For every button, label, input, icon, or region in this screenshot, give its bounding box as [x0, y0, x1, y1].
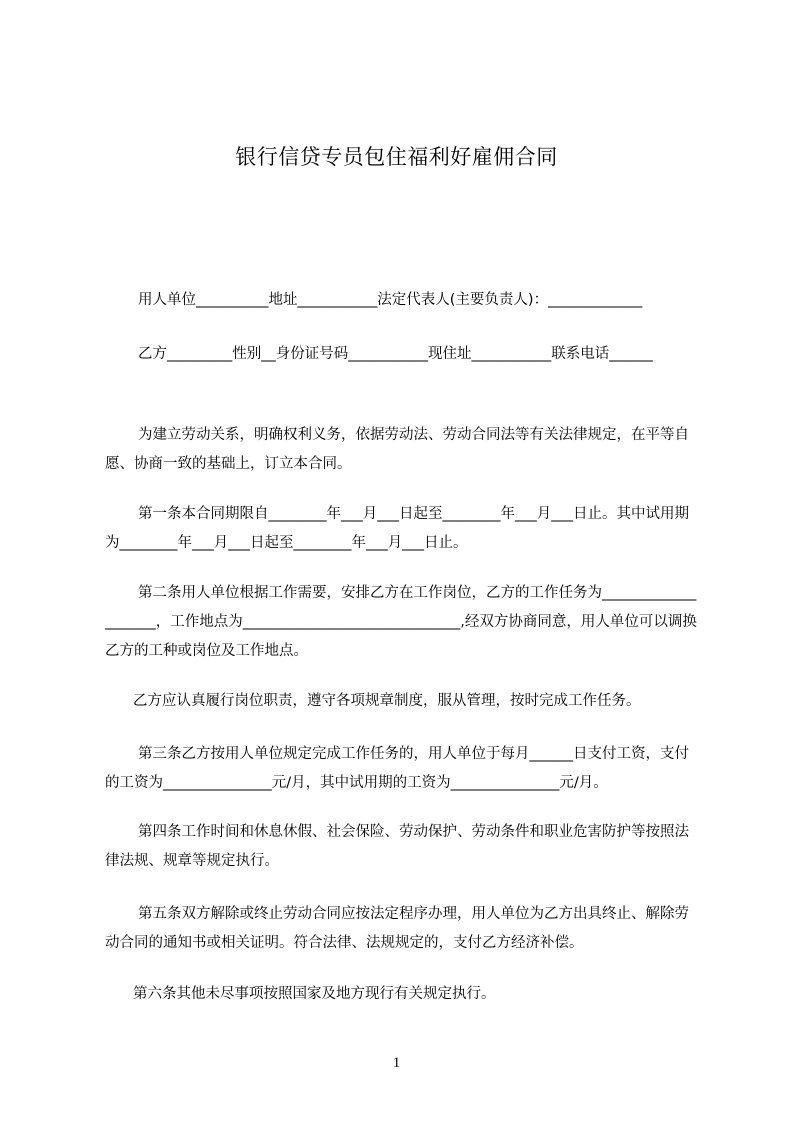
preamble-paragraph: 为建立劳动关系，明确权利义务，依据劳动法、劳动合同法等有关法律规定，在平等自愿、协商一致的基础上，订立本合同。: [105, 427, 689, 472]
article-4-paragraph: 第四条工作时间和休息休假、社会保险、劳动保护、劳动条件和职业危害防护等按照法律法规、规章等规定执行。: [105, 824, 689, 869]
article-5-paragraph: 第五条双方解除或终止劳动合同应按法定程序办理，用人单位为乙方出具终止、解除劳动合同的通知书或相关证明。符合法律、法规规定的，支付乙方经济补偿。: [105, 906, 689, 951]
employee-info-line: 乙方_________性别__身份证号码___________现住址___________联系电话______: [138, 346, 653, 362]
article-3-paragraph: 第三条乙方按用人单位规定完成工作任务的，用人单位于每月______日支付工资，支付的工资为_______________元/月，其中试用期的工资为_______________元/月。: [105, 746, 689, 791]
duties-paragraph: 乙方应认真履行岗位职责，遵守各项规章制度，服从管理，按时完成工作任务。: [133, 693, 641, 709]
article-6-paragraph: 第六条其他未尽事项按照国家及地方现行有关规定执行。: [133, 986, 496, 1002]
employer-info-line: 用人单位__________地址___________法定代表人(主要负责人)：_____________: [138, 292, 643, 308]
article-2-paragraph: 第二条用人单位根据工作需要，安排乙方在工作岗位，乙方的工作任务为____________________，工作地点为______________________________,经双方协商同意，用人单位可以调换乙方的工种或岗位及工作地点。: [105, 585, 697, 659]
document-title: 银行信贷专员包住福利好雇佣合同: [235, 145, 558, 169]
article-1-paragraph: 第一条本合同期限自________年___月___日起至________年___月___日止。其中试用期为________年___月___日起至________年___月___日止。: [105, 506, 689, 551]
page-number: 1: [392, 1055, 401, 1071]
